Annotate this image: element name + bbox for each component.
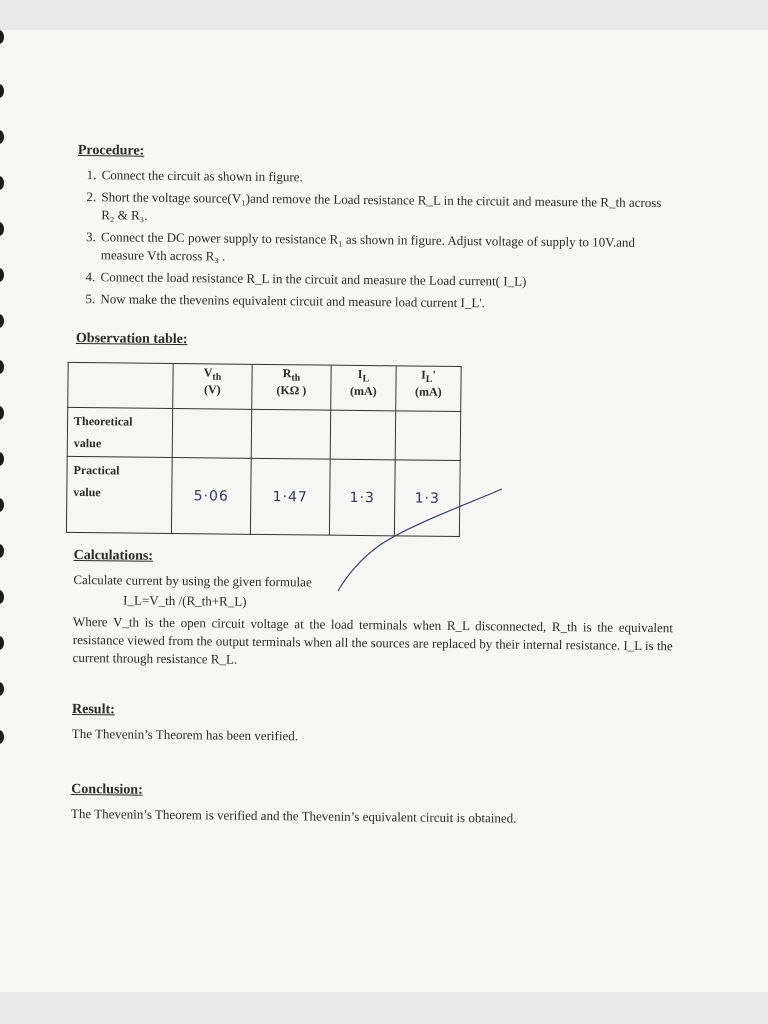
procedure-step: 3. Connect the DC power supply to resistance R₁ as shown in figure. Adjust voltage of supply to 10V.and measure Vth across R₃ . <box>99 228 677 270</box>
procedure-step: 4. Connect the load resistance R_L in the circuit and measure the Load current( I_L) <box>98 268 676 292</box>
table-row <box>67 407 460 460</box>
calculations-intro: Calculate current by using the given formulae <box>73 571 312 590</box>
calculations-heading: Calculations: <box>73 547 154 564</box>
calculations-explanation: Where V_th is the open circuit voltage at the load terminals when R_L disconnected, R_th is the equivalent resistance viewed from the output terminals when all the sources are replaced by their internal resistance. I_L is the current through resistance R_L. <box>72 613 674 667</box>
conclusion-heading: Conclusion: <box>71 781 143 798</box>
column-header: $V_{th}$ (V) <box>173 364 252 410</box>
row-label: Theoretical value <box>67 407 173 457</box>
procedure-step: 1. Connect the circuit as shown in figure. <box>100 166 678 190</box>
result-section <box>72 701 672 749</box>
formula: I_L=V_th /(R_th+R_L) <box>123 592 247 609</box>
binder-holes <box>0 30 8 790</box>
conclusion-section <box>71 781 671 829</box>
procedure-list <box>76 166 677 314</box>
result-heading: Result: <box>71 701 115 718</box>
column-header: $I_L$ (mA) <box>331 365 396 411</box>
pen-strike-line <box>330 485 510 595</box>
table-cell-handwritten: 1·3 <box>394 460 460 537</box>
table-cell <box>330 410 396 460</box>
procedure-heading: Procedure: <box>77 142 145 159</box>
column-header: $I_L'$ (mA) <box>396 366 462 412</box>
table-cell-handwritten: 1·47 <box>250 458 330 535</box>
table-header-row <box>68 362 461 411</box>
observation-heading: Observation table: <box>75 330 188 348</box>
column-header: $R_{th}$ (KΩ ) <box>252 364 331 410</box>
procedure-step: 2. Short the voltage source(V₁)and remove the Load resistance R_L in the circuit and measure the R_th across R₂ & R₃. <box>99 188 677 230</box>
table-cell <box>172 409 251 459</box>
row-label: Practical value <box>66 456 172 533</box>
result-text: The Thevenin’s Theorem has been verified. <box>71 725 299 744</box>
conclusion-text: The Thevenin’s Theorem is verified and the Thevenin’s equivalent circuit is obtained. <box>70 805 517 826</box>
table-cell <box>395 411 461 461</box>
table-corner-cell <box>68 362 173 408</box>
procedure-step: 5. Now make the thevenins equivalent circuit and measure load current I_L'. <box>98 290 676 314</box>
table-cell-handwritten: 5·06 <box>171 458 251 535</box>
table-cell-handwritten: 1·3 <box>329 459 395 536</box>
table-cell <box>251 409 330 459</box>
